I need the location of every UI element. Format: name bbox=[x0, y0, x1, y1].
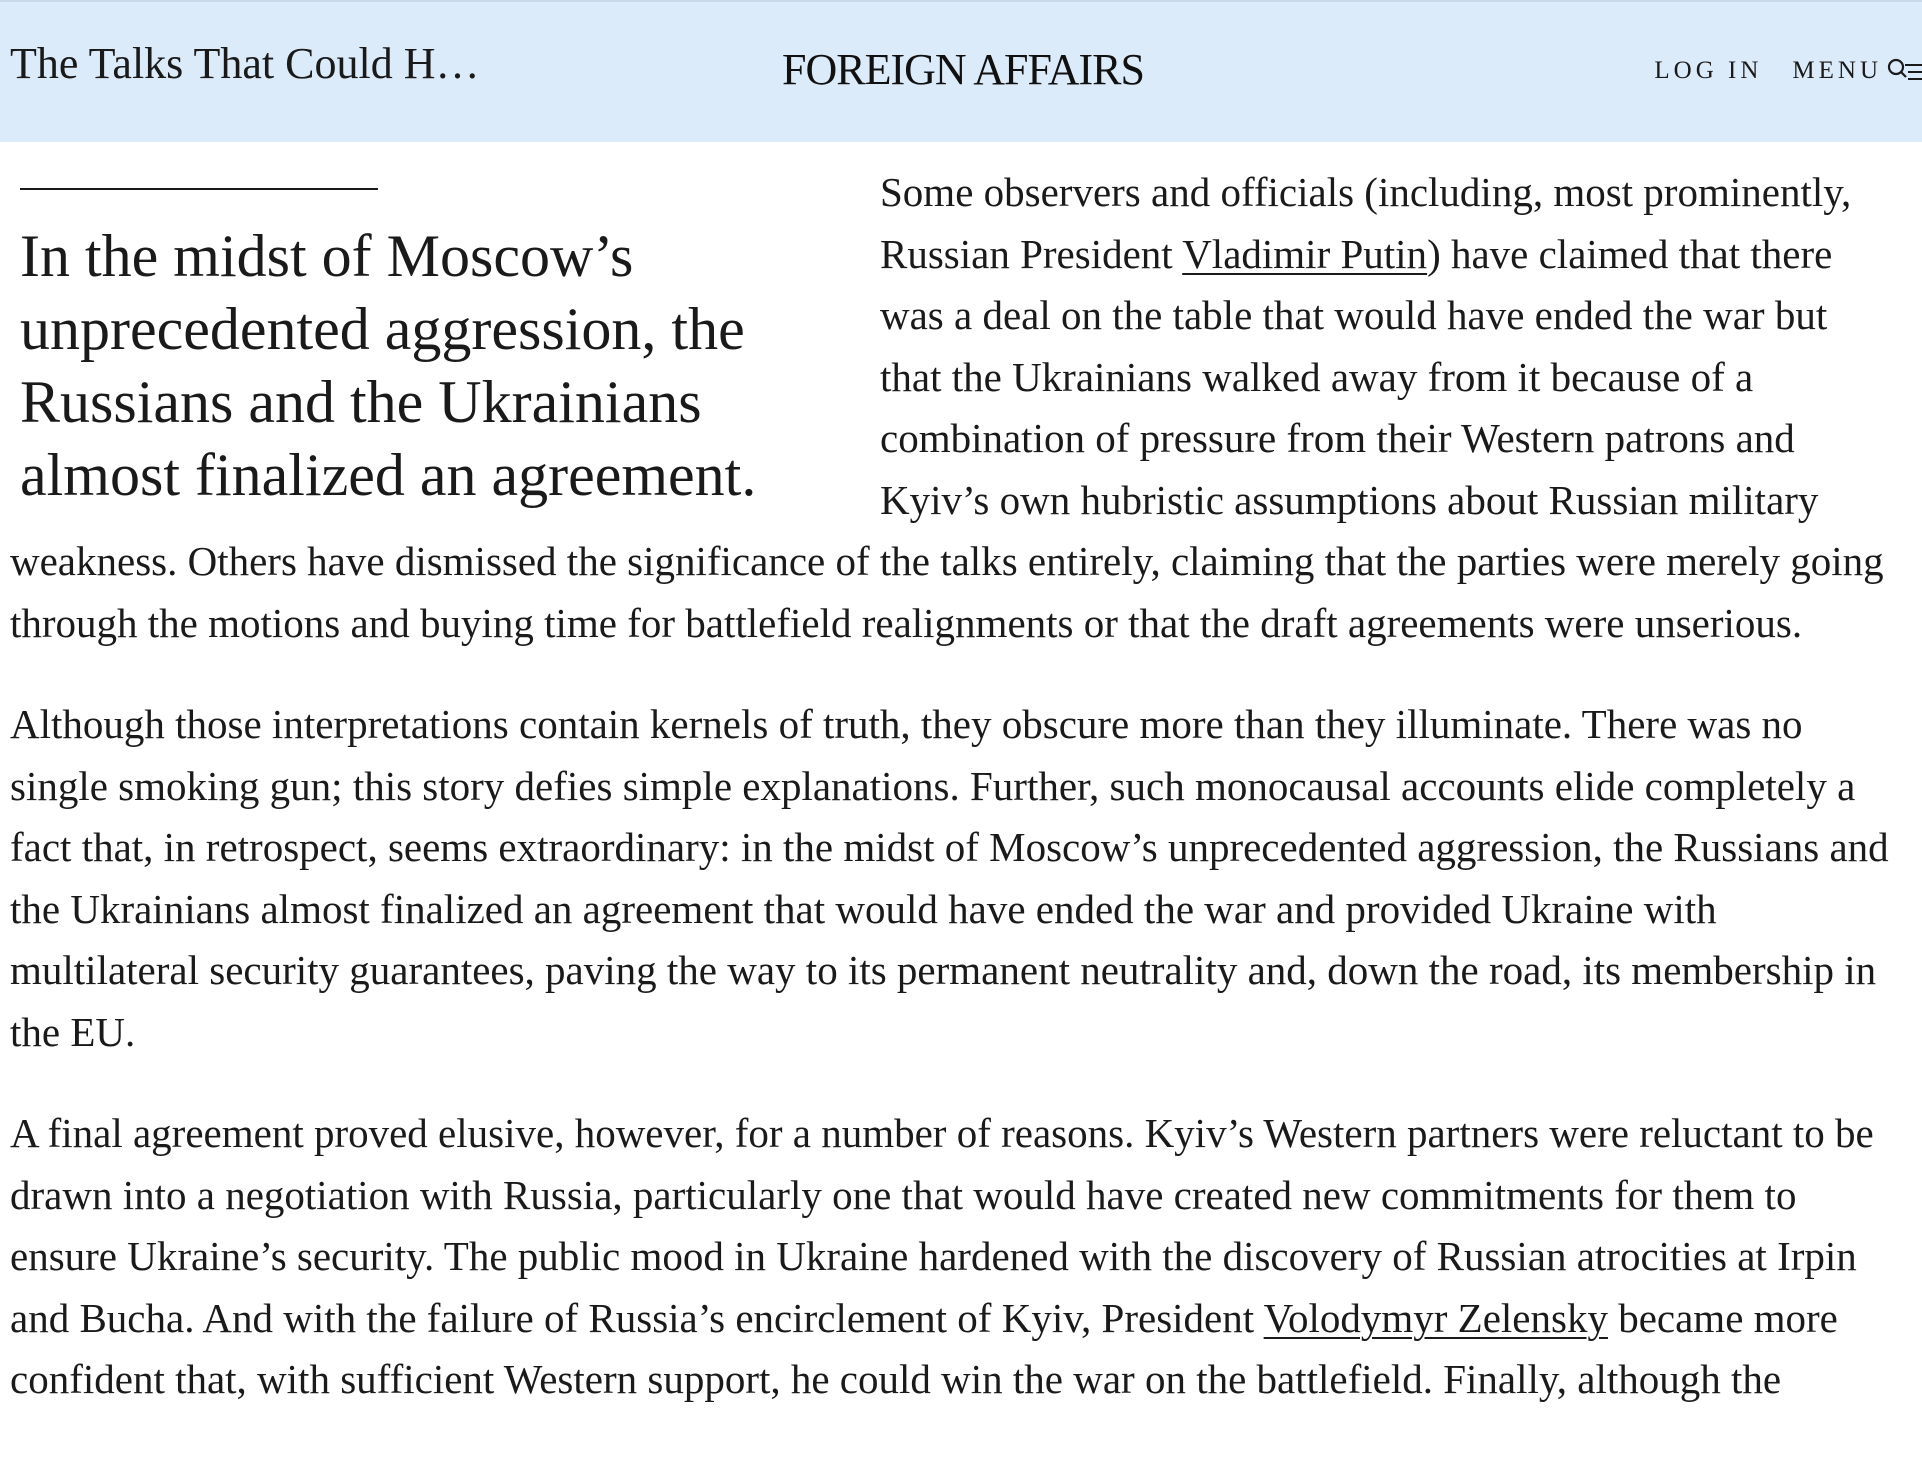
pull-quote-divider bbox=[20, 188, 378, 190]
volodymyr-zelensky-link[interactable]: Volodymyr Zelensky bbox=[1263, 1294, 1608, 1341]
paragraph-3-text-end: became more confident that, with sufficient Western support, he could win the war on the battlefield. Finally, although the bbox=[10, 1294, 1838, 1402]
menu-button[interactable]: MENU bbox=[1792, 57, 1882, 84]
site-logo[interactable]: FOREIGN AFFAIRS bbox=[782, 45, 1144, 94]
paragraph-1-text-end: ) have claimed that there was a deal on the table that would have ended the war but that the Ukrainians walked away from it because of a combination of pressure from their Western patrons and Kyiv’s own hubristic assumptions about Russian military weakness. Others have dismissed the significance of the talks entirely, claiming that the parties were merely going through the motions and buying time for battlefield realignments or that the draft agreements were unserious. bbox=[10, 230, 1884, 646]
top-navigation-bar bbox=[0, 0, 1922, 142]
article-body bbox=[0, 142, 1922, 1411]
vladimir-putin-link[interactable]: Vladimir Putin bbox=[1182, 230, 1428, 277]
pull-quote-text: In the midst of Moscow’s unprecedented aggression, the Russians and the Ukrainians almost finalized an agreement. bbox=[20, 223, 757, 508]
pull-quote bbox=[10, 142, 850, 512]
article-content bbox=[0, 142, 1922, 1451]
header-actions bbox=[1654, 54, 1922, 88]
paragraph-2: Although those interpretations contain kernels of truth, they obscure more than they illuminate. There was no single smoking gun; this story defies simple explanations. Further, such monocausal accounts elide completely a fact that, in retrospect, seems extraordinary: in the midst of Moscow’s unprecedented aggression, the Russians and the Ukrainians almost finalized an agreement that would have ended the war and provided Ukraine with multilateral security guarantees, paving the way to its permanent neutrality and, down the road, its membership in the EU. bbox=[10, 701, 1889, 1055]
paragraph-1-text-start: Some observers and officials (including, most prominently, Russian President bbox=[880, 169, 1852, 277]
paragraph-3-text-start: A final agreement proved elusive, however, for a number of reasons. Kyiv’s Western partners were reluctant to be drawn into a negotiation with Russia, particularly one that would have created new commitments for them to ensure Ukraine’s security. The public mood in Ukraine hardened with the discovery of Russian atrocities at Irpin and Bucha. And with the failure of Russia’s encirclement of Kyiv, President bbox=[10, 1110, 1874, 1341]
search-menu-icon[interactable] bbox=[1886, 54, 1922, 88]
login-link[interactable]: LOG IN bbox=[1654, 57, 1763, 84]
paragraph-3 bbox=[10, 1103, 1898, 1411]
article-title[interactable]: The Talks That Could H… bbox=[10, 39, 480, 88]
